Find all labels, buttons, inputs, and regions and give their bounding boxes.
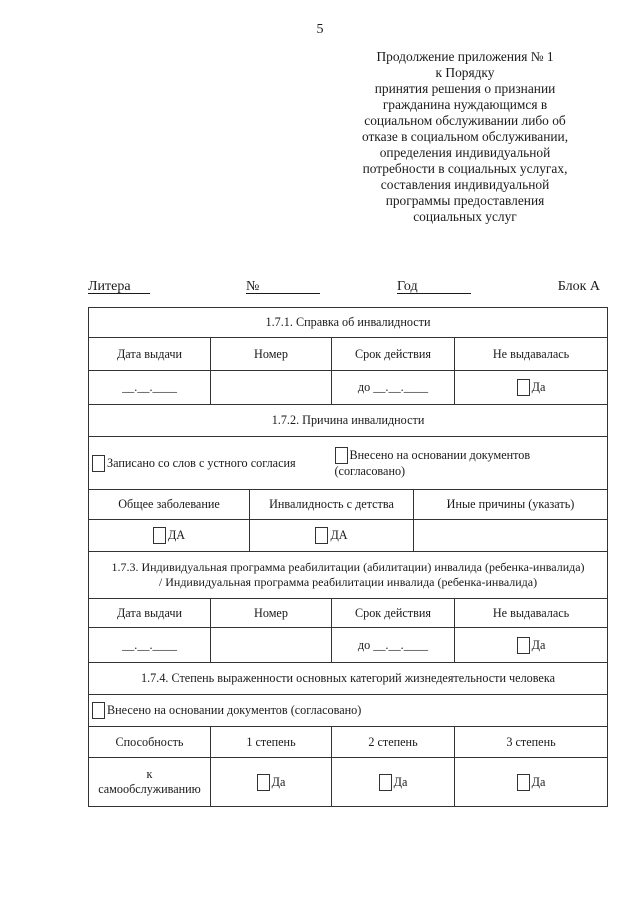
col-header-issue-date: Дата выдачи [89,338,211,371]
degree-2-cell [332,758,455,807]
documents-label-note: (согласовано) [334,464,406,478]
yes-label: Да [531,380,546,394]
yes-label: ДА [167,528,186,542]
documents-checkbox[interactable] [335,447,348,464]
header-line: составления индивидуальной [380,177,550,192]
validity-field[interactable]: до __.__.____ [332,628,455,663]
yes-label: Да [531,637,546,652]
page-number: 5 [316,22,324,37]
col-header-childhood: Инвалидность с детства [250,490,414,520]
documents-label: Внесено на основании документов (согласовано) [107,703,362,717]
yes-label: Да [393,774,408,789]
header-line: социальном обслуживании либо об [364,113,566,128]
col-header-number: Номер [211,338,332,371]
number-cell[interactable] [211,628,332,663]
col-header-not-issued: Не выдавалась [455,338,608,371]
header-line: гражданина нуждающимся в [382,97,548,112]
not-issued-checkbox[interactable] [517,637,530,654]
col-header-ability: Способность [89,727,211,758]
documents-cell [332,437,608,490]
issue-date-field[interactable]: __.__.____ [89,371,211,405]
degree-1-checkbox[interactable] [257,774,270,791]
rehab-title-line: 1.7.3. Индивидуальная программа реабилитации (абилитации) инвалида (ребенка-инвалида) [111,560,585,574]
not-issued-checkbox[interactable] [517,379,530,396]
rehab-title-line: / Индивидуальная программа реабилитации инвалида (ребенка-инвалида) [158,575,538,589]
number-label: № [246,279,260,294]
header-line: определения индивидуальной [379,145,551,160]
header-line: программы предоставления [385,193,545,208]
degree-1-cell [211,758,332,807]
year-label: Год [397,279,418,294]
col-header-degree-1: 1 степень [211,727,332,758]
validity-field[interactable]: до __.__.____ [332,371,455,405]
section-title-rehab-program [89,552,608,599]
childhood-checkbox[interactable] [315,527,328,544]
other-causes-cell[interactable] [414,520,608,552]
form-meta-row [88,279,600,301]
general-disease-checkbox[interactable] [153,527,166,544]
header-line: к Порядку [435,65,495,80]
general-disease-cell [89,520,250,552]
header-line: потребности в социальных услугах, [362,161,568,176]
degree-3-cell [455,758,608,807]
litera-label: Литера [88,279,131,294]
col-header-general-disease: Общее заболевание [89,490,250,520]
col-header-issue-date: Дата выдачи [89,599,211,628]
number-cell[interactable] [211,371,332,405]
section-title-life-activity: 1.7.4. Степень выраженности основных категорий жизнедеятельности человека [89,663,608,695]
block-label: Блок А [557,279,600,294]
col-header-not-issued: Не выдавалась [455,599,608,628]
yes-label: ДА [330,528,348,542]
section-title-certificate: 1.7.1. Справка об инвалидности [89,308,608,338]
documents-checkbox[interactable] [92,702,105,719]
header-line: Продолжение приложения № 1 [376,49,554,64]
degree-2-checkbox[interactable] [379,774,392,791]
col-header-validity: Срок действия [332,599,455,628]
col-header-degree-3: 3 степень [455,727,608,758]
col-header-other-causes: Иные причины (указать) [414,490,608,520]
header-line: отказе в социальном обслуживании, [361,129,569,144]
documents-row [89,695,608,727]
col-header-degree-2: 2 степень [332,727,455,758]
degree-3-checkbox[interactable] [517,774,530,791]
header-line: социальных услуг [413,209,517,224]
oral-consent-checkbox[interactable] [92,455,105,472]
header-line: принятия решения о признании [374,81,556,96]
ability-self-care-label: к самообслуживанию [89,758,211,807]
oral-consent-label: Записано со слов с устного согласия [107,455,296,470]
col-header-validity: Срок действия [332,338,455,371]
documents-label: Внесено на основании документов [349,448,531,462]
not-issued-cell [455,628,608,663]
col-header-number: Номер [211,599,332,628]
section-title-cause: 1.7.2. Причина инвалидности [89,405,608,437]
disability-form-table [88,307,608,807]
yes-label: Да [271,774,286,789]
not-issued-cell [455,371,608,405]
appendix-header [330,49,600,225]
childhood-cell [250,520,414,552]
oral-consent-cell [89,437,332,490]
yes-label: Да [531,774,546,789]
issue-date-field[interactable]: __.__.____ [89,628,211,663]
